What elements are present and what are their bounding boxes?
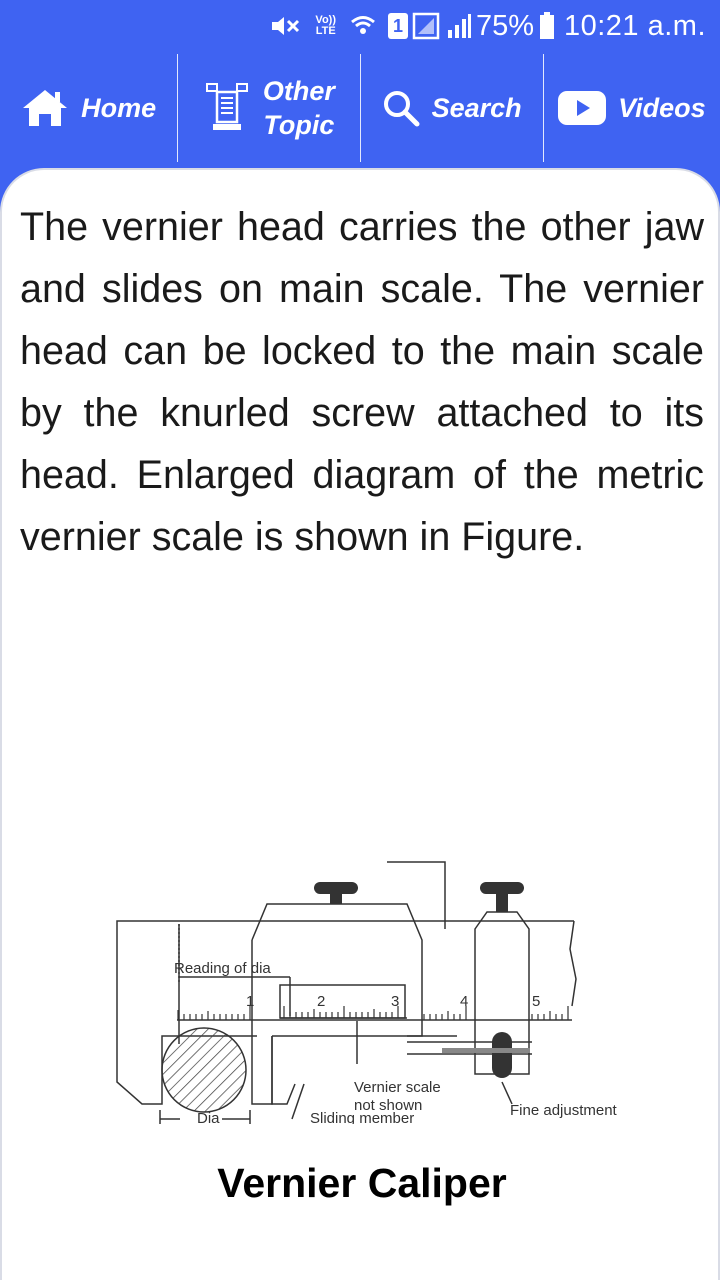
nav-bar — [0, 54, 720, 162]
wifi-icon — [350, 8, 376, 44]
nav-home-label: Home — [81, 92, 157, 123]
not-shown-label: not shown — [354, 1097, 423, 1114]
play-video-icon — [558, 91, 606, 125]
article-paragraph: The vernier head carries the other jaw and slides on main scale. The vernier head can be locked to the main scale by the knurled screw attached to its head. Enlarged diagram of the metric vernier scale is shown in Figure. — [20, 205, 704, 559]
scale-mark-3: 3 — [391, 993, 400, 1010]
nav-videos-label: Videos — [618, 92, 706, 123]
battery-percent: 75% — [475, 9, 534, 42]
scale-mark-1: 1 — [246, 993, 255, 1010]
signal-icon — [446, 8, 472, 44]
scale-mark-5: 5 — [532, 993, 541, 1010]
status-bar — [0, 0, 720, 52]
fine-adjustment-label: Fine adjustment — [510, 1102, 617, 1119]
clock: 10:21 a.m. — [563, 9, 706, 42]
scale-mark-4: 4 — [460, 993, 469, 1010]
home-icon — [21, 88, 69, 128]
battery-icon — [539, 8, 555, 44]
mute-icon — [268, 8, 300, 44]
sim-slot-badge: 1 — [388, 8, 408, 44]
nav-videos-button[interactable] — [544, 54, 720, 162]
nav-home-button[interactable] — [0, 54, 177, 162]
nav-other-topic-button[interactable] — [178, 54, 359, 162]
vernier-caliper-diagram — [112, 774, 642, 1124]
dia-label: Dia — [197, 1110, 220, 1124]
reading-of-dia-label: Reading of dia — [174, 960, 271, 977]
content-card — [0, 168, 720, 1280]
sliding-member-label: Sliding member — [310, 1110, 415, 1124]
scale-mark-2: 2 — [317, 993, 326, 1010]
nav-search-label: Search — [431, 92, 522, 123]
volte-indicator: Vo)) LTE — [315, 14, 336, 37]
nav-other-topic-label: Other Topic — [262, 76, 335, 140]
figure-caption: Vernier Caliper — [217, 1160, 507, 1206]
search-icon — [382, 89, 420, 127]
nav-search-button[interactable] — [361, 54, 543, 162]
signal-empty-icon — [412, 8, 440, 44]
vernier-scale-label: Vernier scale — [354, 1079, 441, 1096]
document-icon — [203, 82, 251, 134]
